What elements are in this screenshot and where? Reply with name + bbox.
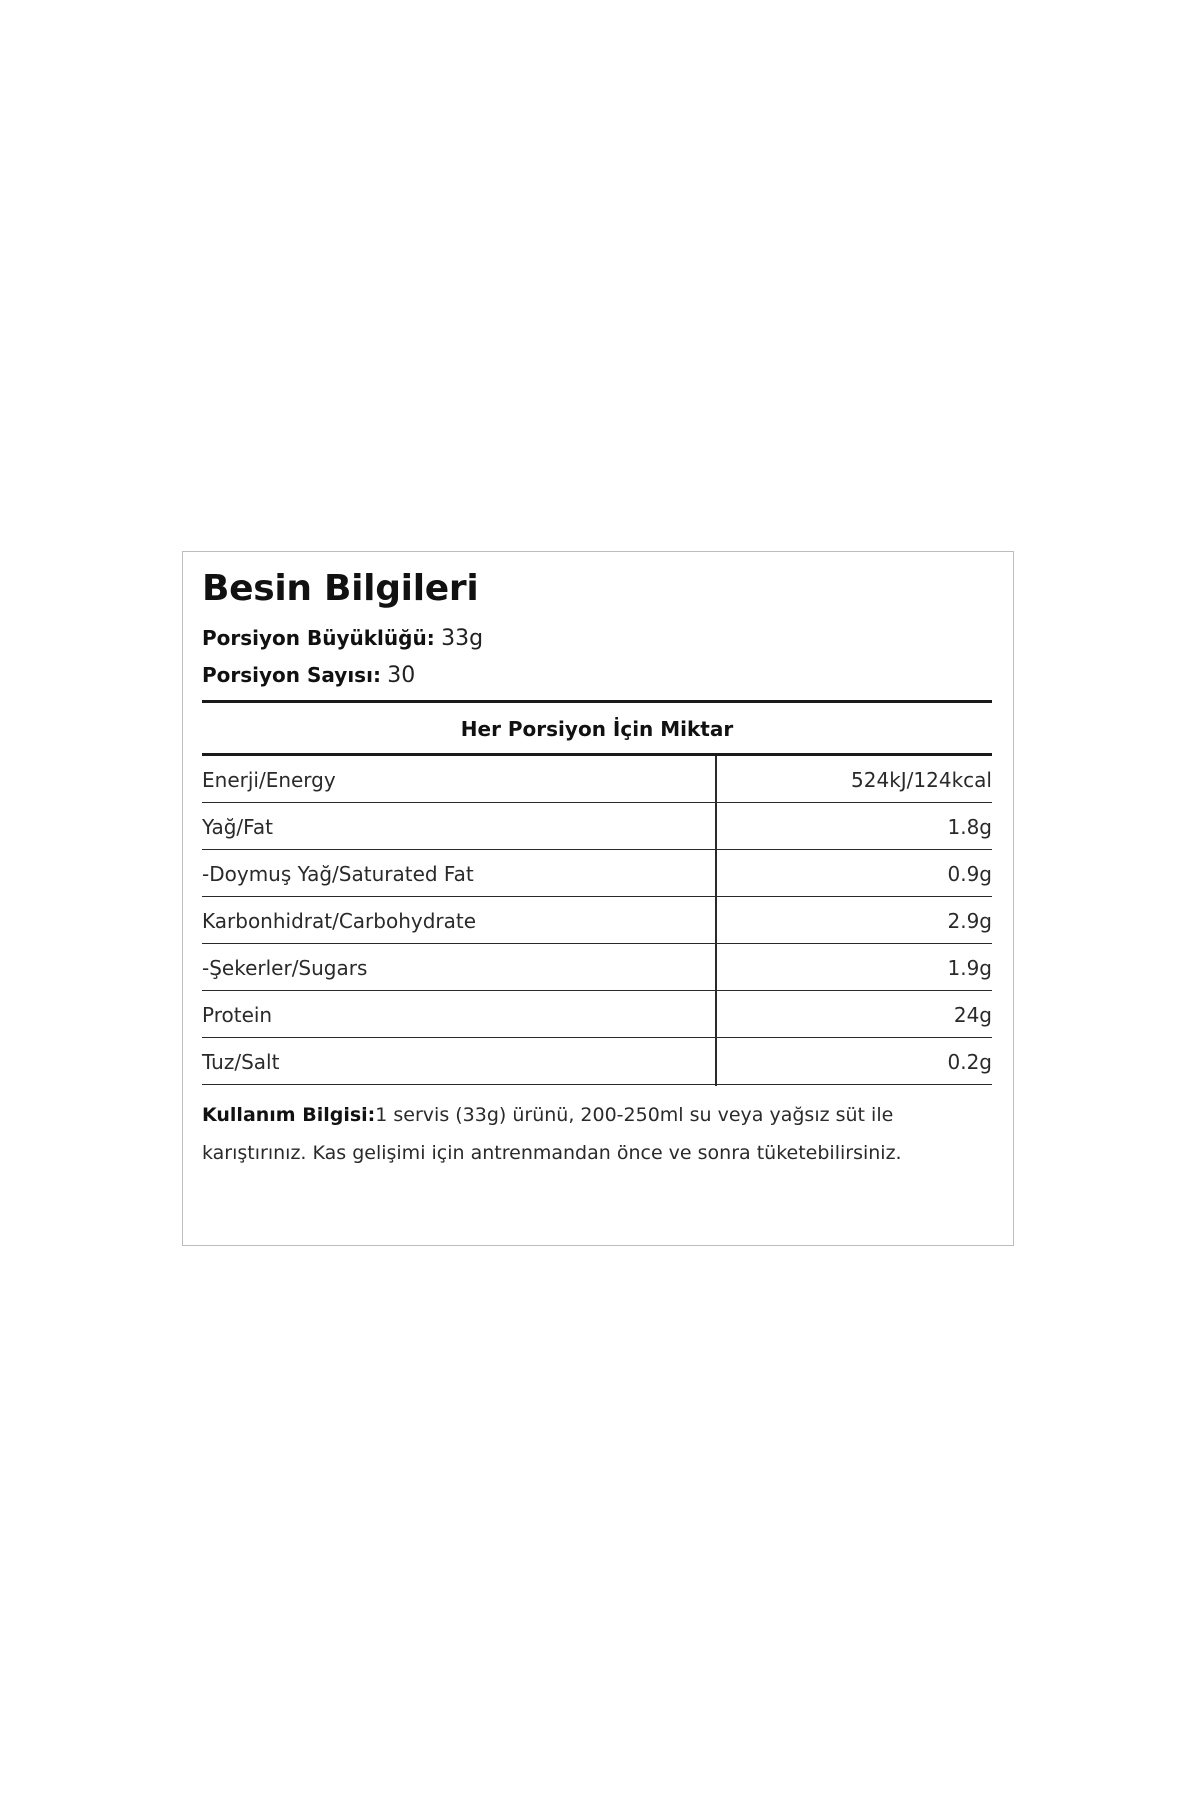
serving-size-value: 33g bbox=[441, 626, 484, 651]
nutrition-facts-panel bbox=[182, 551, 1014, 1246]
usage-info bbox=[202, 1096, 982, 1172]
nutrient-value: 0.2g bbox=[947, 1050, 992, 1074]
servings-label: Porsiyon Sayısı: bbox=[202, 663, 381, 687]
table-row bbox=[202, 944, 992, 991]
nutrient-name: -Doymuş Yağ/Saturated Fat bbox=[202, 862, 474, 886]
nutrient-table bbox=[202, 756, 992, 1085]
nutrient-name: Tuz/Salt bbox=[202, 1050, 280, 1074]
table-row bbox=[202, 756, 992, 803]
nutrient-value: 2.9g bbox=[947, 909, 992, 933]
usage-text: 1 servis (33g) ürünü, 200-250ml su veya yağsız süt ile karıştırınız. Kas gelişimi için antrenmandan önce ve sonra tüketebilirsiniz. bbox=[202, 1104, 902, 1164]
nutrient-name: -Şekerler/Sugars bbox=[202, 956, 368, 980]
nutrient-name: Karbonhidrat/Carbohydrate bbox=[202, 909, 477, 933]
table-heading: Her Porsiyon İçin Miktar bbox=[460, 717, 734, 741]
serving-size bbox=[202, 626, 483, 651]
nutrient-value: 524kJ/124kcal bbox=[851, 768, 992, 792]
table-row bbox=[202, 1038, 992, 1085]
column-divider bbox=[715, 756, 717, 1086]
table-row bbox=[202, 897, 992, 944]
servings-per-container bbox=[202, 663, 415, 688]
divider-top bbox=[202, 700, 992, 703]
nutrient-name: Protein bbox=[202, 1003, 273, 1027]
table-row bbox=[202, 803, 992, 850]
page-title: Besin Bilgileri bbox=[202, 568, 479, 609]
nutrient-value: 24g bbox=[953, 1003, 992, 1027]
servings-value: 30 bbox=[387, 663, 416, 688]
nutrient-name: Enerji/Energy bbox=[202, 768, 336, 792]
usage-label: Kullanım Bilgisi: bbox=[202, 1104, 376, 1126]
serving-size-label: Porsiyon Büyüklüğü: bbox=[202, 626, 435, 650]
table-row bbox=[202, 991, 992, 1038]
nutrient-value: 0.9g bbox=[947, 862, 992, 886]
table-row bbox=[202, 850, 992, 897]
nutrient-name: Yağ/Fat bbox=[202, 815, 273, 839]
nutrient-value: 1.9g bbox=[947, 956, 992, 980]
nutrient-value: 1.8g bbox=[947, 815, 992, 839]
